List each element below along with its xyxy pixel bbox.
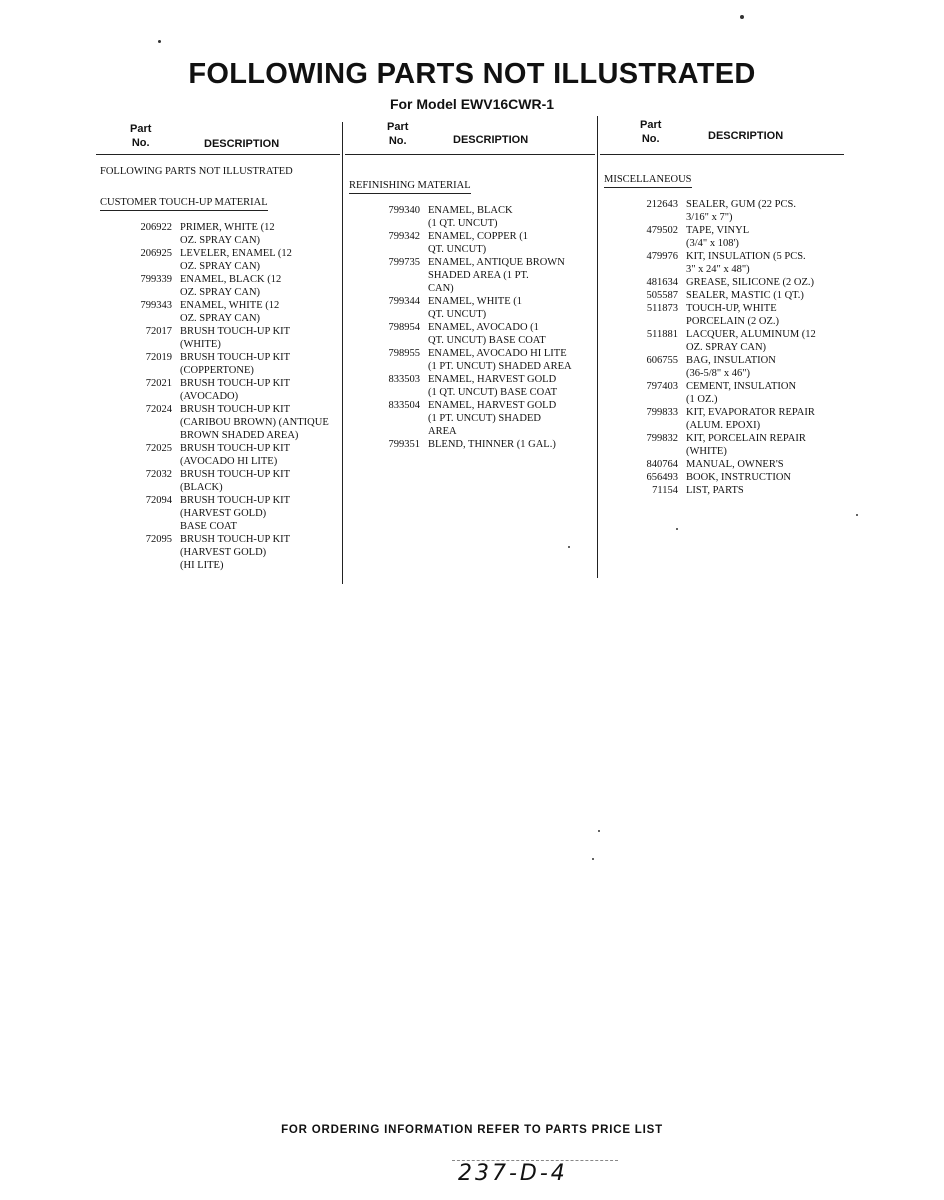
scan-speck — [592, 858, 594, 860]
part-description: BRUSH TOUCH-UP KIT (WHITE) — [180, 326, 291, 350]
description-heading: DESCRIPTION — [708, 130, 784, 142]
part-number: 799833 — [646, 407, 678, 418]
part-description: ENAMEL, COPPER (1 QT. UNCUT) — [428, 231, 529, 255]
part-row — [96, 533, 340, 572]
part-description: KIT, EVAPORATOR REPAIR (ALUM. EPOXI) — [686, 407, 815, 431]
part-number: 511881 — [646, 329, 678, 340]
part-row — [345, 438, 595, 451]
part-row — [600, 198, 844, 224]
part-row — [96, 442, 340, 468]
column-2 — [345, 118, 595, 451]
part-row — [96, 247, 340, 273]
part-description: BRUSH TOUCH-UP KIT (BLACK) — [180, 469, 291, 493]
part-description: LACQUER, ALUMINUM (12 OZ. SPRAY CAN) — [686, 329, 816, 353]
column-3-header — [600, 118, 844, 155]
part-number: 656493 — [646, 472, 678, 483]
part-description: LEVELER, ENAMEL (12 OZ. SPRAY CAN) — [180, 248, 292, 272]
part-number: 72095 — [145, 534, 172, 545]
description-heading: DESCRIPTION — [453, 134, 529, 146]
part-row — [600, 432, 844, 458]
part-row — [345, 295, 595, 321]
part-description: KIT, PORCELAIN REPAIR (WHITE) — [686, 433, 806, 457]
part-no-heading: Part No. — [640, 119, 662, 145]
column-3 — [600, 118, 844, 497]
part-number: 206925 — [140, 248, 172, 259]
part-row — [96, 221, 340, 247]
part-description: BRUSH TOUCH-UP KIT (HARVEST GOLD) BASE COAT — [180, 495, 291, 532]
part-row — [600, 328, 844, 354]
part-row — [600, 354, 844, 380]
part-row — [96, 494, 340, 533]
part-row — [600, 458, 844, 471]
part-description: TOUCH-UP, WHITE PORCELAIN (2 OZ.) — [686, 303, 780, 327]
description-heading: DESCRIPTION — [204, 138, 280, 150]
part-row — [96, 377, 340, 403]
scan-speck — [676, 528, 678, 530]
part-description: PRIMER, WHITE (12 OZ. SPRAY CAN) — [180, 222, 275, 246]
part-number: 72024 — [145, 404, 172, 415]
part-row — [96, 351, 340, 377]
model-subtitle: For Model EWV16CWR-1 — [389, 96, 555, 112]
column-1 — [96, 118, 340, 572]
part-description: ENAMEL, AVOCADO (1 QT. UNCUT) BASE COAT — [428, 322, 546, 346]
scan-speck — [740, 15, 744, 19]
part-number: 798955 — [388, 348, 420, 359]
part-description: BRUSH TOUCH-UP KIT (AVOCADO) — [180, 378, 291, 402]
part-number: 72094 — [145, 495, 172, 506]
part-number: 72025 — [145, 443, 172, 454]
part-number: 799342 — [388, 231, 420, 242]
page-number: 237-D-4 — [452, 1160, 618, 1186]
part-row — [96, 325, 340, 351]
ordering-info-footer: FOR ORDERING INFORMATION REFER TO PARTS PRICE LIST — [281, 1124, 663, 1136]
part-row — [600, 289, 844, 302]
part-number: 799339 — [140, 274, 172, 285]
part-row — [345, 321, 595, 347]
part-description: ENAMEL, ANTIQUE BROWN SHADED AREA (1 PT. CAN) — [428, 257, 565, 294]
part-description: BRUSH TOUCH-UP KIT (CARIBOU BROWN) (ANTIQUE BROWN SHADED AREA) — [180, 404, 329, 441]
part-description: ENAMEL, HARVEST GOLD (1 QT. UNCUT) BASE COAT — [428, 374, 558, 398]
part-description: ENAMEL, WHITE (1 QT. UNCUT) — [428, 296, 522, 320]
page-title: FOLLOWING PARTS NOT ILLUSTRATED — [188, 58, 756, 90]
part-number: 606755 — [646, 355, 678, 366]
column-divider-2 — [597, 116, 598, 578]
part-row — [96, 468, 340, 494]
part-number: 212643 — [646, 199, 678, 210]
part-description: MANUAL, OWNER'S — [686, 459, 784, 470]
column-divider-1 — [342, 122, 343, 584]
part-row — [600, 224, 844, 250]
part-number: 840764 — [646, 459, 678, 470]
part-number: 833504 — [388, 400, 420, 411]
part-row — [600, 471, 844, 484]
part-number: 798954 — [388, 322, 420, 333]
part-description: BRUSH TOUCH-UP KIT (COPPERTONE) — [180, 352, 291, 376]
column-2-header — [345, 118, 595, 155]
part-row — [345, 347, 595, 373]
part-row — [345, 399, 595, 438]
part-description: GREASE, SILICONE (2 OZ.) — [686, 277, 815, 288]
part-row — [600, 276, 844, 289]
part-description: LIST, PARTS — [686, 485, 744, 496]
part-row — [345, 204, 595, 230]
column-2-list — [345, 204, 595, 451]
column-1-intro: FOLLOWING PARTS NOT ILLUSTRATED — [100, 166, 293, 177]
part-description: BRUSH TOUCH-UP KIT (AVOCADO HI LITE) — [180, 443, 291, 467]
part-description: BOOK, INSTRUCTION — [686, 472, 791, 483]
scan-speck — [568, 546, 570, 548]
part-description: TAPE, VINYL (3/4" x 108') — [686, 225, 750, 249]
part-description: BLEND, THINNER (1 GAL.) — [428, 439, 556, 450]
part-number: 71154 — [652, 485, 678, 496]
scan-speck — [856, 514, 858, 516]
part-description: BAG, INSULATION (36-5/8" x 46") — [686, 355, 776, 379]
part-number: 799832 — [646, 433, 678, 444]
part-description: ENAMEL, HARVEST GOLD (1 PT. UNCUT) SHADED AREA — [428, 400, 557, 437]
part-row — [96, 299, 340, 325]
part-row — [600, 302, 844, 328]
part-number: 479502 — [646, 225, 678, 236]
part-number: 72032 — [145, 469, 172, 480]
section-refinishing-material: REFINISHING MATERIAL — [349, 179, 471, 194]
part-row — [345, 256, 595, 295]
part-row — [600, 380, 844, 406]
part-number: 799343 — [140, 300, 172, 311]
part-no-heading: Part No. — [130, 123, 152, 149]
part-number: 833503 — [388, 374, 420, 385]
part-number: 479976 — [646, 251, 678, 262]
part-number: 505587 — [646, 290, 678, 301]
column-1-list — [96, 221, 340, 572]
part-description: KIT, INSULATION (5 PCS. 3" x 24" x 48") — [686, 251, 806, 275]
part-row — [600, 250, 844, 276]
part-row — [600, 406, 844, 432]
part-number: 511873 — [646, 303, 678, 314]
part-description: ENAMEL, BLACK (1 QT. UNCUT) — [428, 205, 513, 229]
part-description: ENAMEL, BLACK (12 OZ. SPRAY CAN) — [180, 274, 282, 298]
part-number: 799344 — [388, 296, 420, 307]
part-description: ENAMEL, AVOCADO HI LITE (1 PT. UNCUT) SHADED AREA — [428, 348, 572, 372]
column-3-list — [600, 198, 844, 497]
part-number: 797403 — [646, 381, 678, 392]
part-row — [96, 273, 340, 299]
part-number: 72019 — [145, 352, 172, 363]
scan-speck — [598, 830, 600, 832]
part-description: SEALER, MASTIC (1 QT.) — [686, 290, 804, 301]
section-customer-touch-up: CUSTOMER TOUCH-UP MATERIAL — [100, 196, 268, 211]
part-number: 72021 — [145, 378, 172, 389]
scan-speck — [158, 40, 161, 43]
part-row — [345, 230, 595, 256]
part-number: 481634 — [646, 277, 678, 288]
part-description: BRUSH TOUCH-UP KIT (HARVEST GOLD) (HI LITE) — [180, 534, 291, 571]
part-number: 206922 — [140, 222, 172, 233]
part-number: 72017 — [145, 326, 172, 337]
part-row — [600, 484, 844, 497]
section-miscellaneous: MISCELLANEOUS — [604, 173, 692, 188]
part-no-heading: Part No. — [387, 121, 409, 147]
part-description: CEMENT, INSULATION (1 OZ.) — [686, 381, 797, 405]
part-row — [345, 373, 595, 399]
part-number: 799735 — [388, 257, 420, 268]
part-description: ENAMEL, WHITE (12 OZ. SPRAY CAN) — [180, 300, 280, 324]
part-description: SEALER, GUM (22 PCS. 3/16" x 7") — [686, 199, 796, 223]
part-number: 799340 — [388, 205, 420, 216]
column-1-header — [96, 118, 340, 155]
part-number: 799351 — [388, 439, 420, 450]
part-row — [96, 403, 340, 442]
